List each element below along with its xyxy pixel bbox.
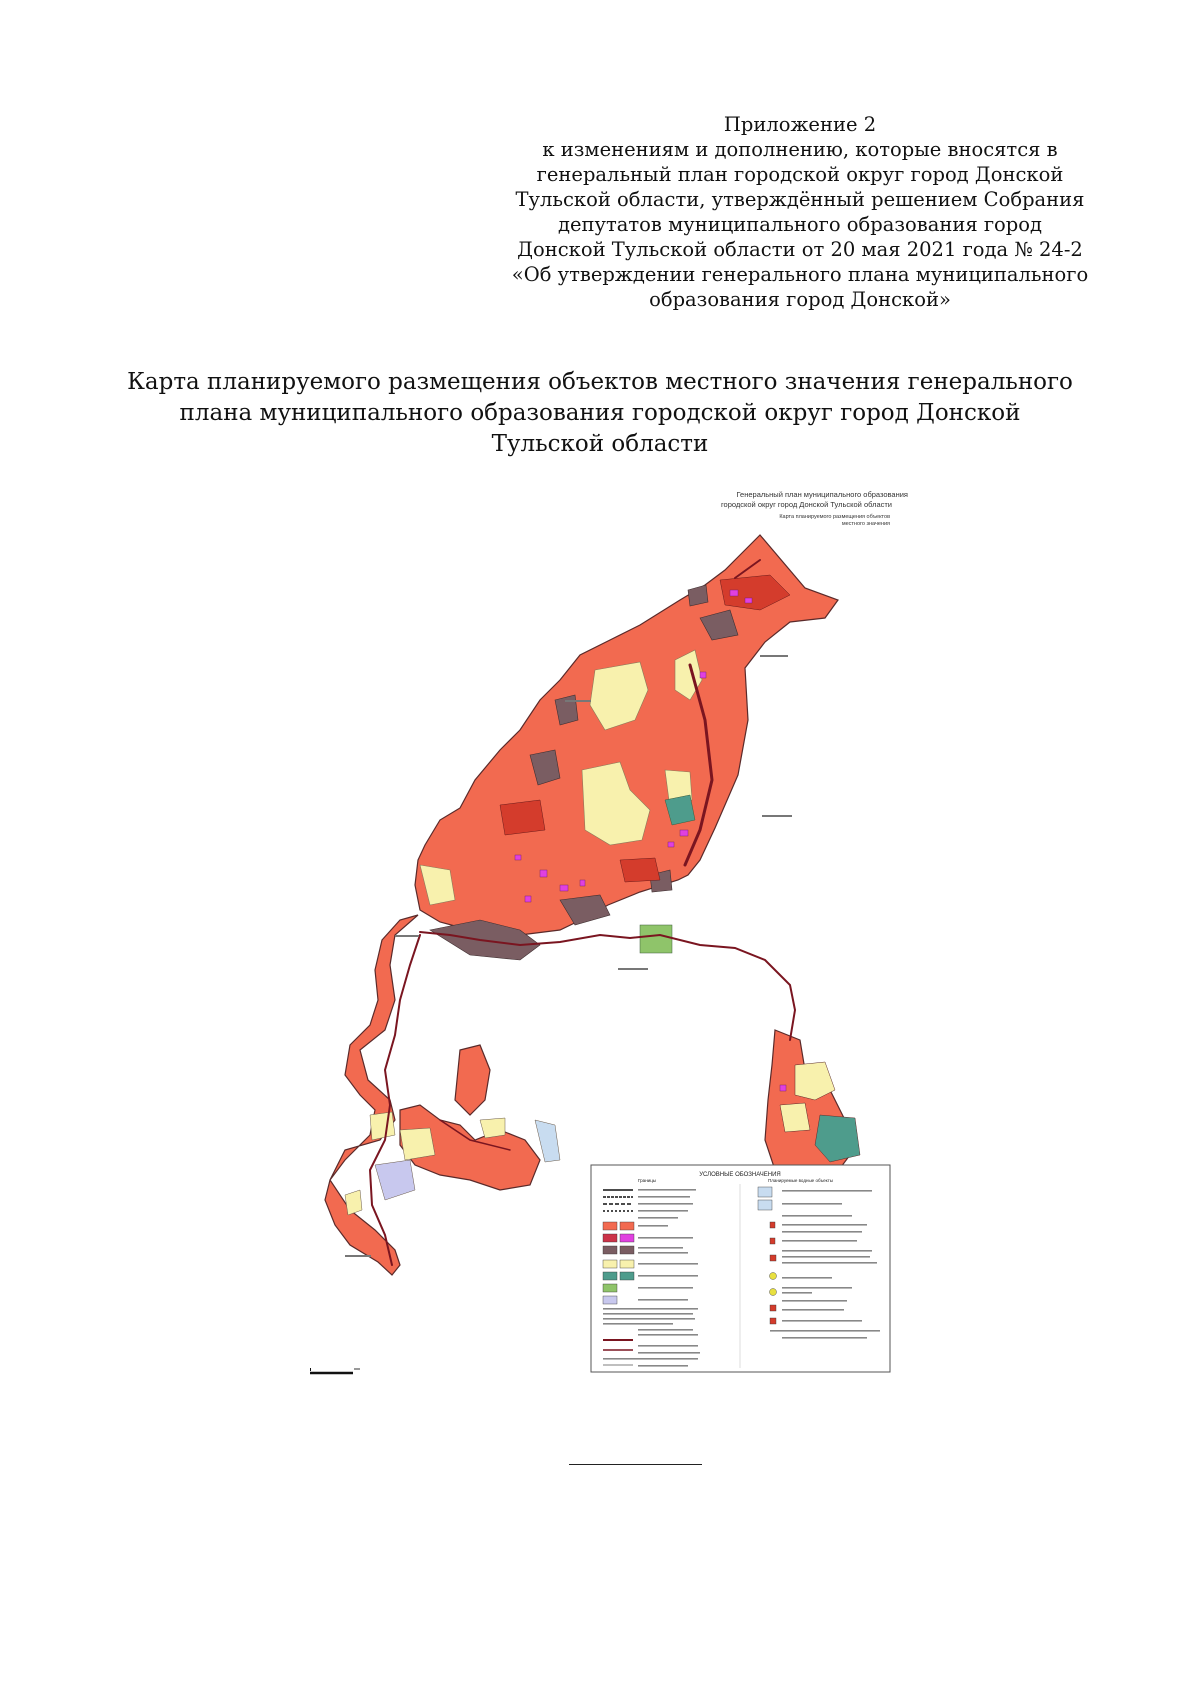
- map-header-line: местного значения: [841, 521, 890, 527]
- territory-southwest: [325, 915, 540, 1275]
- legend-col-header: Планируемые водные объекты: [768, 1178, 833, 1183]
- legend-title: УСЛОВНЫЕ ОБОЗНАЧЕНИЯ: [699, 1172, 781, 1178]
- territory-southeast: [765, 1030, 860, 1185]
- map-header: [721, 490, 908, 527]
- appendix-line: Тульской области, утверждённый решением Собрания: [515, 188, 1085, 211]
- appendix-line: Приложение 2: [723, 113, 877, 136]
- footnote-separator: [569, 1464, 702, 1465]
- map-title-line: Тульской области: [491, 431, 709, 457]
- appendix-line: Донской Тульской области от 20 мая 2021 года № 24-2: [517, 238, 1083, 261]
- map-header-line: городской округ город Донской Тульской области: [720, 500, 892, 509]
- legend-panel: [591, 1165, 890, 1372]
- appendix-line: депутатов муниципального образования город: [557, 213, 1043, 236]
- scale-bar: [310, 1368, 360, 1373]
- appendix-line: генеральный план городской округ город Донской: [536, 163, 1064, 186]
- map-header-line: Генеральный план муниципального образования: [736, 490, 908, 499]
- appendix-line: «Об утверждении генерального плана муниципального: [511, 263, 1089, 286]
- map-title-line: Карта планируемого размещения объектов местного значения генерального: [127, 369, 1073, 395]
- appendix-line: образования город Донской»: [649, 288, 951, 311]
- map-header-line: Карта планируемого размещения объектов: [779, 514, 890, 520]
- legend-col-header: Границы: [638, 1178, 656, 1183]
- appendix-line: к изменениям и дополнению, которые вносятся в: [542, 138, 1058, 161]
- map-title-line: плана муниципального образования городской округ город Донской: [179, 400, 1021, 426]
